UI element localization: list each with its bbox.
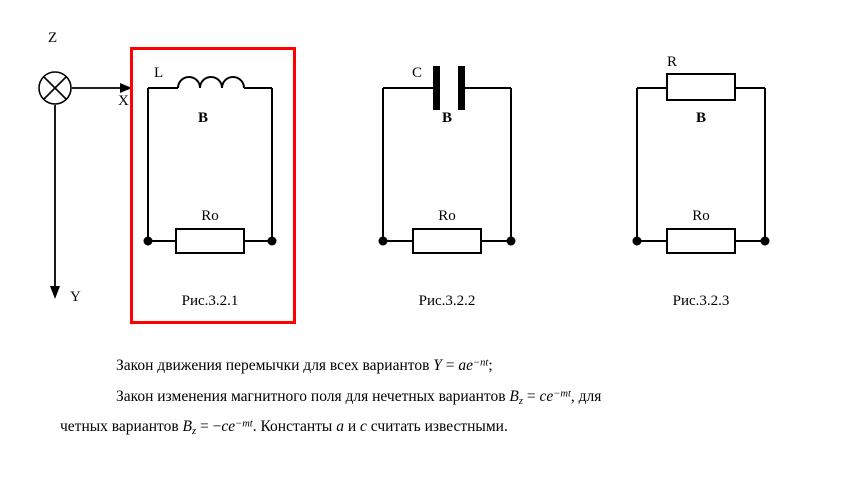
field-even-exponent: −mt xyxy=(235,418,253,430)
fig2-field-label: B xyxy=(441,110,453,126)
fig3-bottom-resistor-label: Ro xyxy=(692,208,710,224)
fig2-capacitor-plate-left-icon xyxy=(433,66,440,110)
constants-conjunction: и xyxy=(343,418,360,436)
fig2-capacitor-label: C xyxy=(412,65,423,81)
figure-2-circuit[interactable] xyxy=(379,65,516,309)
fig2-resistor-icon xyxy=(413,229,481,253)
figure-1-circuit[interactable] xyxy=(144,65,277,309)
fig3-node-left xyxy=(633,237,642,246)
axis-label-x: X xyxy=(118,93,129,109)
motion-law-prefix: Закон движения перемычки для всех вариантов xyxy=(116,357,434,374)
field-odd-suffix: , для xyxy=(570,387,602,405)
field-odd-formula xyxy=(509,388,570,405)
fig2-node-right xyxy=(507,237,516,246)
field-even-b-sub: z xyxy=(191,426,197,438)
axis-label-y: Y xyxy=(70,289,81,305)
field-odd-b: B xyxy=(509,387,519,405)
fig1-node-right xyxy=(268,237,277,246)
field-odd-prefix: Закон изменения магнитного поля для нечетных вариантов xyxy=(116,387,510,405)
axis-label-z: Z xyxy=(48,30,58,46)
motion-law-formula xyxy=(433,357,488,374)
fig3-node-right xyxy=(761,237,770,246)
fig3-bottom-resistor-icon xyxy=(667,229,735,253)
text-line-field-odd xyxy=(0,383,859,412)
fig1-resistor-icon xyxy=(176,229,244,253)
motion-law-y: Y xyxy=(433,357,442,374)
text-line-motion-law xyxy=(0,352,859,381)
motion-law-eq: = xyxy=(441,357,459,374)
fig1-field-label: B xyxy=(197,110,209,126)
text-line-field-even xyxy=(0,413,859,442)
field-even-prefix: четных вариантов xyxy=(60,418,183,436)
axis-y-arrowhead xyxy=(50,286,60,299)
fig2-node-left xyxy=(379,237,388,246)
field-even-eq: = − xyxy=(196,418,222,436)
fig3-caption: Рис.3.2.3 xyxy=(672,293,730,309)
field-odd-b-sub: z xyxy=(518,395,523,407)
fig3-field-label: B xyxy=(695,110,707,126)
formula-text-block xyxy=(0,352,859,444)
axis-x-arrowhead xyxy=(120,83,132,93)
fig1-caption: Рис.3.2.1 xyxy=(181,293,239,309)
fig1-inductor-icon xyxy=(178,77,244,88)
motion-law-suffix: ; xyxy=(488,357,493,374)
fig1-inductor-label: L xyxy=(154,65,164,81)
fig1-node-left xyxy=(144,237,153,246)
constant-c: c xyxy=(359,418,367,436)
motion-law-exponent: −nt xyxy=(473,357,489,369)
figure-3-circuit[interactable] xyxy=(633,54,770,309)
fig1-resistor-label: Ro xyxy=(201,208,219,224)
fig3-top-resistor-icon xyxy=(667,74,735,100)
motion-law-ae: ae xyxy=(458,357,474,374)
fig3-resistor-label: R xyxy=(667,54,678,70)
constants-prefix: . Константы xyxy=(252,418,337,436)
coordinate-axes xyxy=(39,30,132,305)
fig2-caption: Рис.3.2.2 xyxy=(418,293,476,309)
field-even-ce: ce xyxy=(221,418,236,436)
fig2-capacitor-plate-right-icon xyxy=(458,66,465,110)
field-odd-ce: ce xyxy=(539,387,554,405)
constants-suffix: считать известными. xyxy=(366,418,508,436)
fig2-resistor-label: Ro xyxy=(438,208,456,224)
constant-a: a xyxy=(336,418,344,436)
field-odd-exponent: −mt xyxy=(553,387,571,399)
field-odd-eq: = xyxy=(523,387,540,405)
field-even-formula xyxy=(182,418,253,438)
field-even-b: B xyxy=(182,418,192,436)
